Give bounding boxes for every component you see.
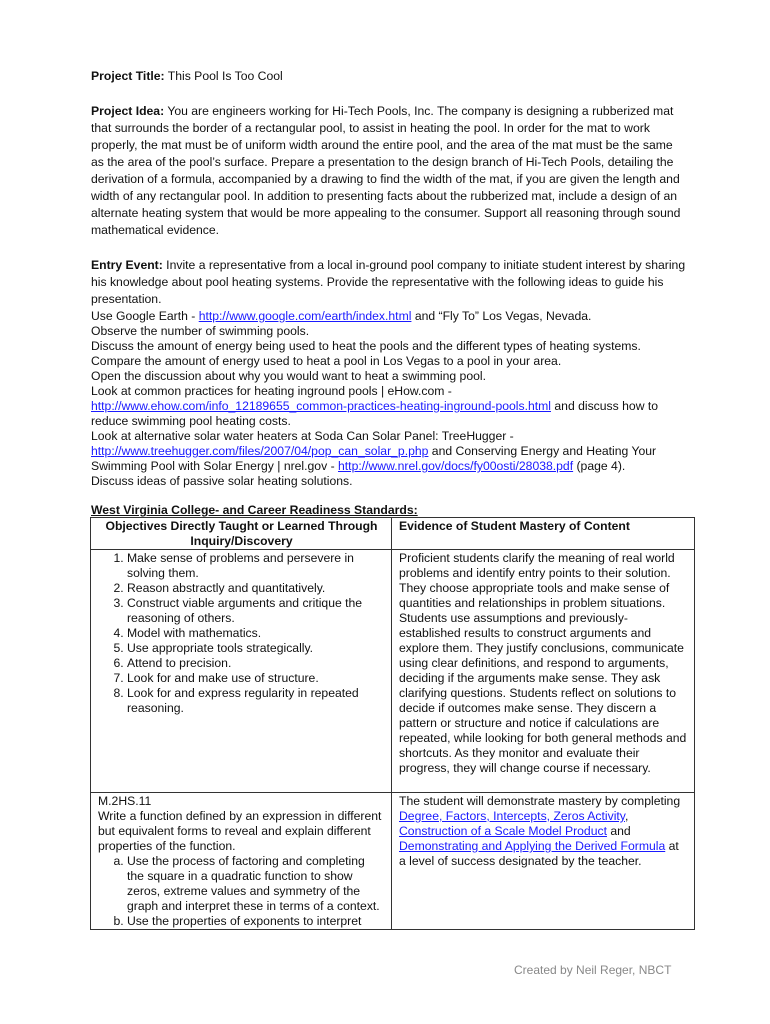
- evidence-prefix: The student will demonstrate mastery by completing: [399, 794, 681, 808]
- practice-item: 5. Use appropriate tools strategically.: [127, 641, 385, 656]
- derived-formula-link[interactable]: Demonstrating and Applying the Derived Formula: [399, 839, 666, 853]
- project-title-value: This Pool Is Too Cool: [164, 69, 283, 83]
- observe-line: Observe the number of swimming pools.: [91, 324, 310, 338]
- standard-description: Write a function defined by an expression in different but equivalent forms to reveal and explain different properties of the function.: [98, 809, 382, 853]
- m2hs11-cell: [91, 793, 392, 930]
- nrel-link[interactable]: http://www.nrel.gov/docs/fy00osti/28038.pdf: [338, 459, 574, 473]
- treehugger-line: [91, 444, 656, 459]
- practice-item: 2. Reason abstractly and quantitatively.: [127, 581, 385, 596]
- practices-cell: [91, 550, 392, 793]
- evidence-header: Evidence of Student Mastery of Content: [392, 518, 695, 550]
- project-idea-label: Project Idea:: [91, 104, 165, 118]
- treehugger-link[interactable]: http://www.treehugger.com/files/2007/04/pop_can_solar_p.php: [91, 444, 429, 458]
- evidence-sep: and: [606, 824, 631, 838]
- practice-item: 4. Model with mathematics.: [127, 626, 385, 641]
- degree-factors-activity-link[interactable]: Degree, Factors, Intercepts, Zeros Activity: [399, 809, 625, 823]
- ehow-cont-line: reduce swimming pool heating costs.: [91, 414, 291, 428]
- project-title-label: Project Title:: [91, 69, 165, 83]
- google-earth-line: [91, 309, 591, 324]
- practice-item: 3. Construct viable arguments and critique the reasoning of others.: [127, 596, 385, 626]
- practice-item: 6. Attend to precision.: [127, 656, 385, 671]
- practice-item: 1. Make sense of problems and persevere in solving them.: [127, 551, 385, 581]
- compare-line: Compare the amount of energy used to heat a pool in Los Vegas to a pool in your area.: [91, 354, 562, 368]
- table-header-row: [91, 518, 695, 550]
- nrel-suffix: (page 4).: [573, 459, 626, 473]
- entry-event-label: Entry Event:: [91, 258, 163, 272]
- google-earth-prefix: Use Google Earth -: [91, 309, 199, 323]
- ehow-intro-line: Look at common practices for heating inground pools | eHow.com -: [91, 384, 452, 398]
- table-row: [91, 550, 695, 793]
- evidence-sep: ,: [625, 809, 629, 823]
- entry-event: [91, 257, 686, 308]
- open-discussion-line: Open the discussion about why you would want to heat a swimming pool.: [91, 369, 486, 383]
- standard-item: b. Use the properties of exponents to interpret: [127, 914, 385, 929]
- ehow-suffix: and discuss how to: [551, 399, 659, 413]
- project-idea-text: You are engineers working for Hi-Tech Pools, Inc. The company is designing a rubberized mat that surrounds the border of a rectangular pool, to assist in heating the pool. In order for the mat to work properly, the mat must be of uniform width around the entire pool, and the area of the mat must be the same as the area of the pool’s surface. Prepare a presentation to the design branch of Hi-Tech Pools, detailing the derivation of a formula, accompanied by a drawing to find the width of the mat, if you are given the length and width of any rectangular pool. In addition to presenting facts about the rubberized mat, include a design of an alternate heating system that would be more appealing to the consumer. Support all reasoning through sound mathematical evidence.: [91, 104, 681, 237]
- ehow-link-line: [91, 399, 658, 414]
- solar-intro-line: Look at alternative solar water heaters at Soda Can Solar Panel: TreeHugger -: [91, 429, 514, 443]
- google-earth-suffix: and “Fly To” Los Vegas, Nevada.: [411, 309, 592, 323]
- standard-code: M.2HS.11: [98, 794, 152, 808]
- nrel-prefix: Swimming Pool with Solar Energy | nrel.gov -: [91, 459, 339, 473]
- project-title: [91, 69, 283, 84]
- project-idea: [91, 103, 686, 239]
- nrel-line: [91, 459, 625, 474]
- objectives-header: Objectives Directly Taught or Learned Through Inquiry/Discovery: [91, 518, 392, 550]
- passive-line: Discuss ideas of passive solar heating solutions.: [91, 474, 353, 488]
- practice-item: 8. Look for and express regularity in repeated reasoning.: [127, 686, 385, 716]
- discuss-energy-line: Discuss the amount of energy being used to heat the pools and the different types of heating systems.: [91, 339, 641, 353]
- standard-items: [98, 854, 385, 929]
- footer-credit: Created by Neil Reger, NBCT: [514, 963, 672, 977]
- standards-table: [90, 517, 695, 930]
- standards-heading: West Virginia College- and Career Readiness Standards:: [91, 503, 418, 517]
- google-earth-link[interactable]: http://www.google.com/earth/index.html: [198, 309, 412, 323]
- table-row: [91, 793, 695, 930]
- entry-event-text: Invite a representative from a local in-ground pool company to initiate student interest by sharing his knowledge about pool heating systems. Provide the representative with the following ideas to guide his presentation.: [91, 258, 686, 306]
- evidence-suffix: at a level of success designated by the teacher.: [399, 839, 679, 868]
- standard-item: a. Use the process of factoring and completing the square in a quadratic function to show zeros, extreme values and symmetry of the graph and interpret these in terms of a context.: [127, 854, 385, 914]
- practices-list: [98, 551, 385, 716]
- practices-evidence-cell: Proficient students clarify the meaning of real world problems and identify entry points to their solution. They choose appropriate tools and make sense of quantities and relationships in problem situations. Students use assumptions and previously-established results to construct arguments and explore them. They justify conclusions, communicate using clear definitions, and respond to arguments, deciding if the arguments make sense. They ask clarifying questions. Students reflect on solutions to decide if outcomes make sense. They discern a pattern or structure and notice if calculations are repeated, while looking for both general methods and shortcuts. As they monitor and evaluate their progress, they will change course if necessary.: [392, 550, 695, 793]
- m2hs11-evidence-cell: [392, 793, 695, 930]
- practice-item: 7. Look for and make use of structure.: [127, 671, 385, 686]
- treehugger-suffix: and Conserving Energy and Heating Your: [428, 444, 657, 458]
- scale-model-product-link[interactable]: Construction of a Scale Model Product: [399, 824, 607, 838]
- ehow-link[interactable]: http://www.ehow.com/info_12189655_common-practices-heating-inground-pools.html: [91, 399, 551, 413]
